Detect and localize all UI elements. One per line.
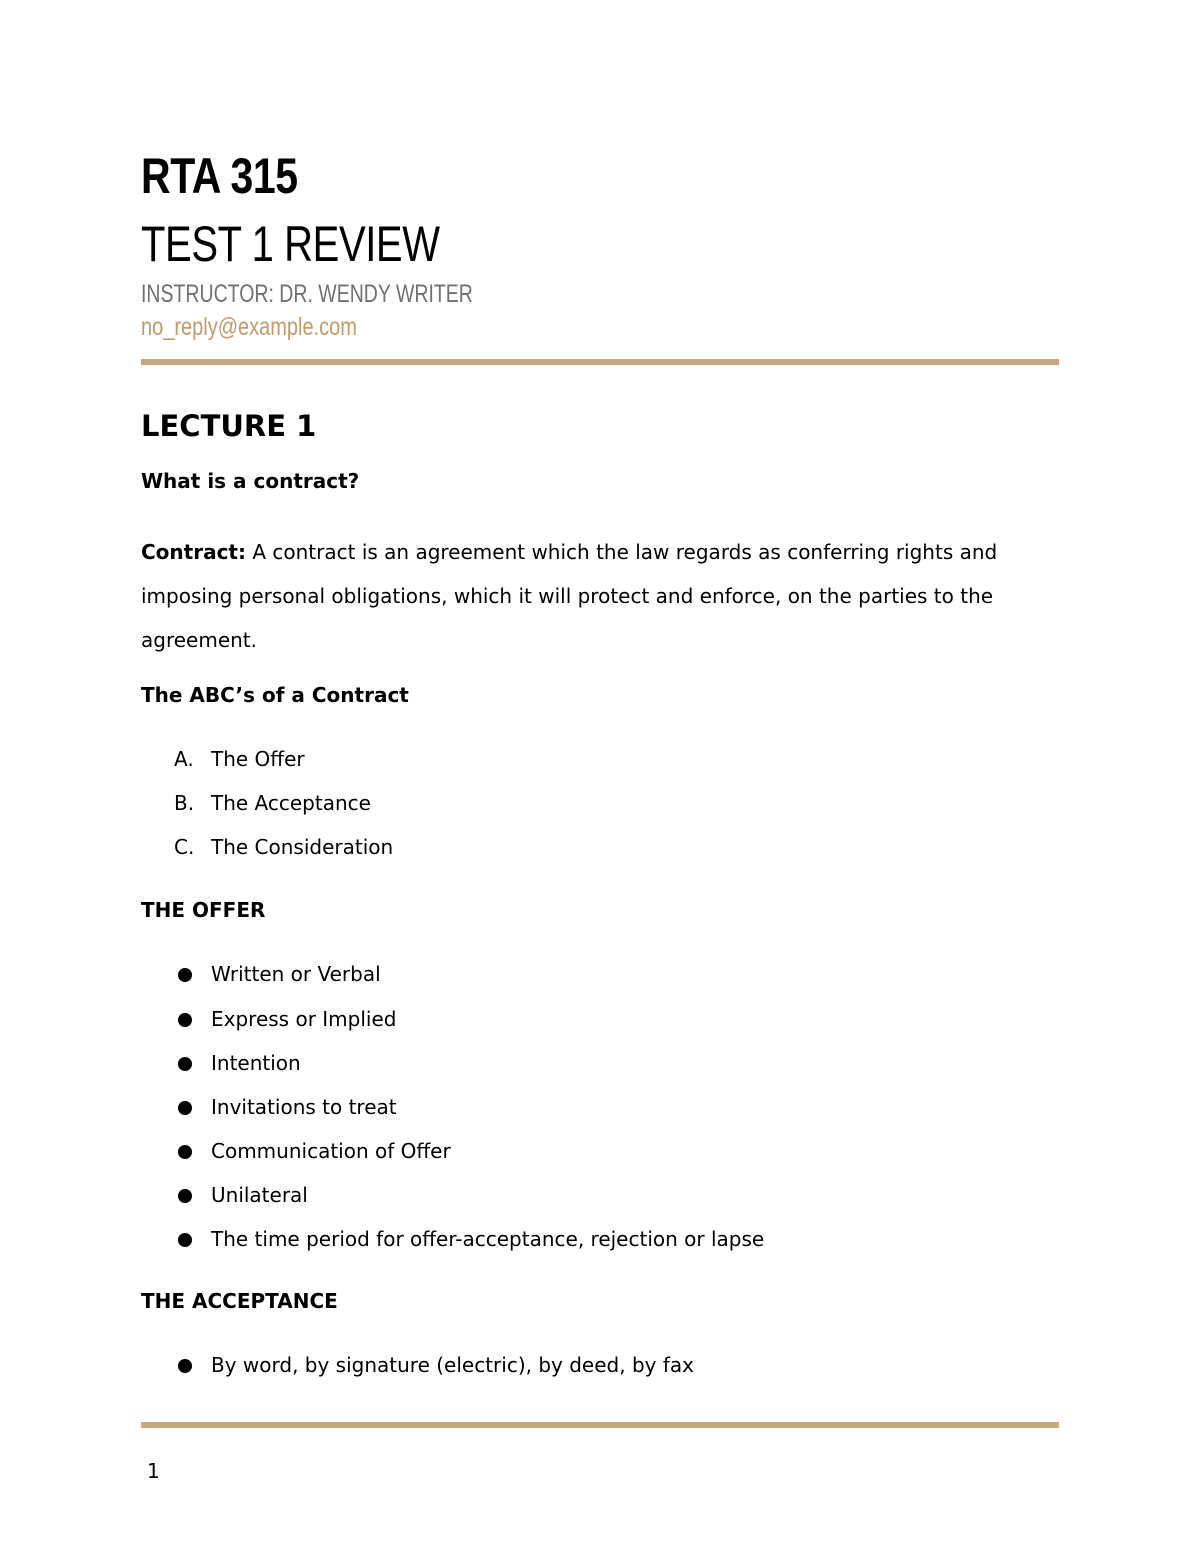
- list-item-text: The Acceptance: [211, 791, 371, 815]
- instructor-name: INSTRUCTOR: DR. WENDY WRITER: [141, 280, 473, 308]
- bullet-icon: [178, 1013, 192, 1027]
- list-marker: B.: [174, 791, 195, 815]
- offer-heading: THE OFFER: [141, 898, 266, 922]
- list-item-text: Express or Implied: [211, 1007, 397, 1031]
- abc-heading: The ABC’s of a Contract: [141, 683, 409, 707]
- course-code: RTA 315: [141, 148, 298, 204]
- bullet-icon: [178, 1359, 192, 1373]
- list-item-text: Written or Verbal: [211, 962, 381, 986]
- list-item-text: Unilateral: [211, 1183, 308, 1207]
- bullet-icon: [178, 1233, 192, 1247]
- list-marker: C.: [174, 835, 195, 859]
- contract-definition: [141, 530, 1021, 662]
- definition-text: A contract is an agreement which the law regards as conferring rights and imposing personal obligations, which it will protect and enforce, on the parties to the agreement.: [141, 540, 998, 652]
- footer-divider: [141, 1422, 1059, 1428]
- bullet-icon: [178, 1189, 192, 1203]
- list-item-text: The time period for offer-acceptance, rejection or lapse: [211, 1227, 765, 1251]
- page-number: 1: [147, 1459, 160, 1483]
- bullet-icon: [178, 1101, 192, 1115]
- document-title: TEST 1 REVIEW: [141, 216, 440, 272]
- list-item-text: The Consideration: [211, 835, 394, 859]
- bullet-icon: [178, 1057, 192, 1071]
- list-marker: A.: [174, 747, 194, 771]
- bullet-icon: [178, 968, 192, 982]
- list-item-text: By word, by signature (electric), by deed, by fax: [211, 1353, 694, 1377]
- header-divider: [141, 359, 1059, 365]
- list-item-text: Communication of Offer: [211, 1139, 451, 1163]
- list-item-text: Intention: [211, 1051, 301, 1075]
- list-item-text: The Offer: [211, 747, 305, 771]
- bullet-icon: [178, 1145, 192, 1159]
- list-item-text: Invitations to treat: [211, 1095, 397, 1119]
- question-heading: What is a contract?: [141, 469, 360, 493]
- lecture-heading: LECTURE 1: [141, 409, 317, 443]
- instructor-email: no_reply@example.com: [141, 313, 357, 341]
- definition-term: Contract:: [141, 540, 246, 564]
- acceptance-heading: THE ACCEPTANCE: [141, 1289, 338, 1313]
